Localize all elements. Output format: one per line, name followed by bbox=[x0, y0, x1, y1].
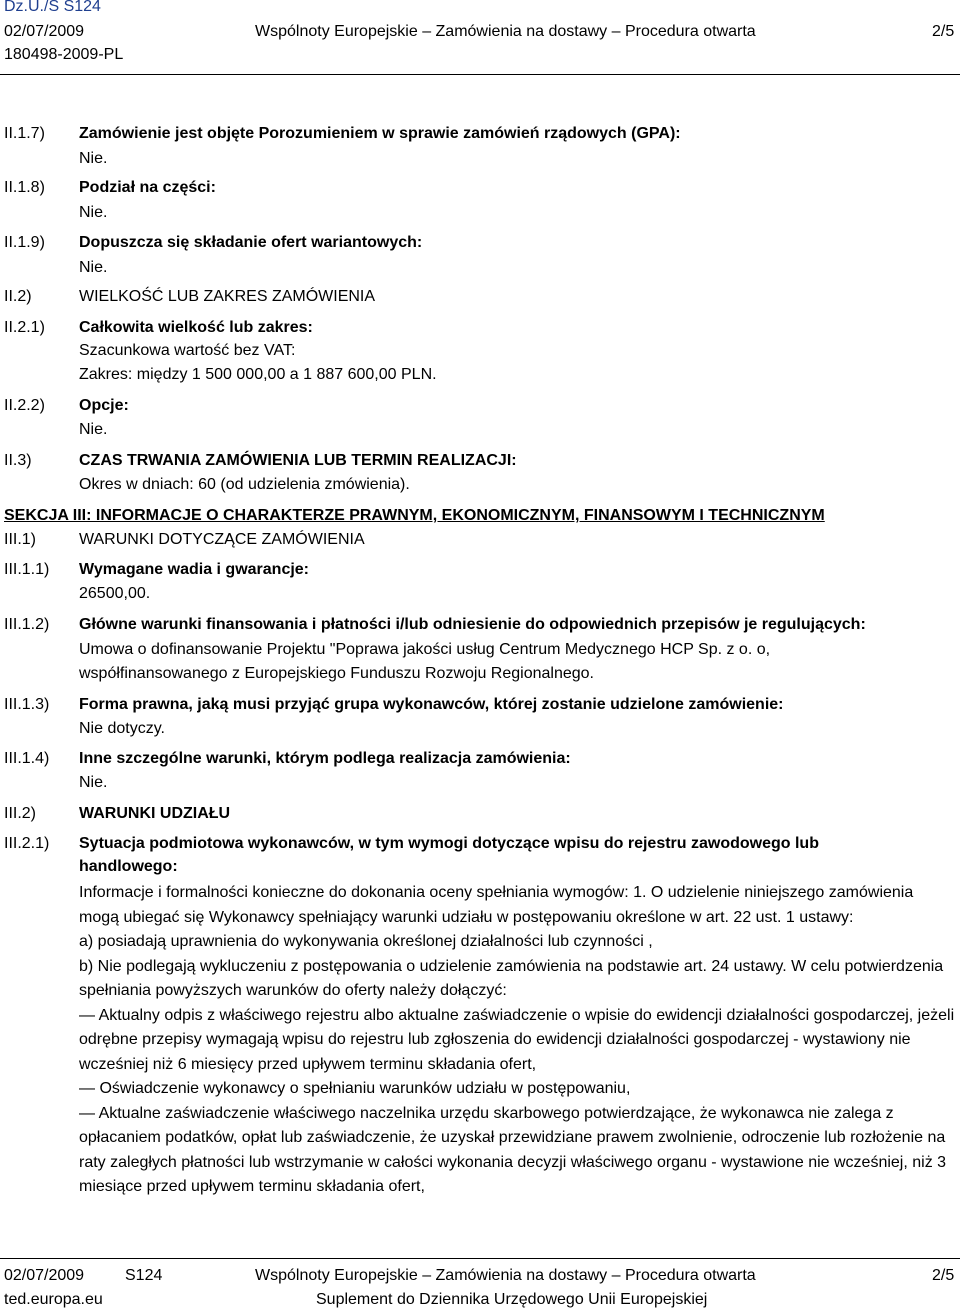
item-label: Zamówienie jest objęte Porozumieniem w sprawie zamówień rządowych (GPA): bbox=[79, 125, 681, 142]
footer-series: S124 bbox=[125, 1267, 163, 1284]
footer-supplement: Suplement do Dziennika Urzędowego Unii Europejskiej bbox=[316, 1291, 708, 1308]
item-label: Forma prawna, jaką musi przyjąć grupa wykonawców, której zostanie udzielone zamówienie: bbox=[79, 696, 784, 713]
item-label: Podział na części: bbox=[79, 179, 216, 196]
header-title: Wspólnoty Europejskie – Zamówienia na dostawy – Procedura otwarta bbox=[255, 23, 756, 40]
paragraph: — Aktualny odpis z właściwego rejestru albo aktualne zaświadczenie o wpisie do ewidencji działalności gospodarczej, jeżeli odrębne przepisy wymagają wpisu do rejestru lub zgłoszenia do ewidencji działalności gospodarczej - wystawiony nie wcześniej niż 6 miesięcy przed upływem terminu składania ofert, bbox=[79, 1006, 955, 1073]
item-number: III.1.4) bbox=[4, 750, 50, 767]
item-label: CZAS TRWANIA ZAMÓWIENIA LUB TERMIN REALIZACJI: bbox=[79, 452, 517, 469]
item-value: Nie. bbox=[79, 259, 108, 276]
item-number: III.2) bbox=[4, 805, 37, 822]
header-date: 02/07/2009 bbox=[4, 23, 85, 40]
item-number: III.1.2) bbox=[4, 616, 50, 633]
paragraph: Informacje i formalności konieczne do dokonania oceny spełniania wymogów: 1. O udzielenie niniejszego zamówienia mogą ubiegać się Wykonawcy spełniający warunki udziału w postępowaniu określone w art. 22 ust. 1 ustawy: bbox=[79, 884, 914, 926]
paragraph: a) posiadają uprawnienia do wykonywania określonej działalności lub czynności , bbox=[79, 933, 653, 950]
paragraph: — Aktualne zaświadczenie właściwego naczelnika urzędu skarbowego potwierdzające, że wykonawca nie zalega z opłacaniem podatków, opłat lub zaświadczenie, że uzyskał przewidziane prawem zwolnienie, odroczenie lub rozłożenie na raty zaległych płatności lub wstrzymanie w całości wykonania decyzji właściwego organu - wystawione nie wcześniej, niż 3 miesiące przed upływem terminu składania ofert, bbox=[79, 1104, 947, 1195]
item-value: Nie dotyczy. bbox=[79, 720, 165, 737]
item-heading: WIELKOŚĆ LUB ZAKRES ZAMÓWIENIA bbox=[79, 288, 376, 305]
item-label: Całkowita wielkość lub zakres: bbox=[79, 319, 313, 336]
item-number: III.1.1) bbox=[4, 561, 50, 578]
item-label: Opcje: bbox=[79, 397, 129, 414]
item-label: Główne warunki finansowania i płatności i/lub odniesienie do odpowiednich przepisów je regulujących: bbox=[79, 616, 866, 633]
item-value: Nie. bbox=[79, 774, 108, 791]
item-number: II.1.8) bbox=[4, 179, 45, 196]
item-value: Nie. bbox=[79, 421, 108, 438]
item-heading: WARUNKI UDZIAŁU bbox=[79, 805, 231, 822]
item-body bbox=[79, 881, 957, 1200]
item-number: III.1.3) bbox=[4, 696, 50, 713]
section-heading: SEKCJA III: INFORMACJE O CHARAKTERZE PRAWNYM, EKONOMICZNYM, FINANSOWYM I TECHNICZNYM bbox=[4, 507, 825, 524]
item-text: Umowa o dofinansowanie Projektu "Poprawa jakości usług Centrum Medycznego HCP Sp. z o. o, bbox=[79, 641, 771, 658]
item-number: II.3) bbox=[4, 452, 32, 469]
item-label: Wymagane wadia i gwarancje: bbox=[79, 561, 310, 578]
header-page: 2/5 bbox=[932, 23, 955, 40]
item-heading: WARUNKI DOTYCZĄCE ZAMÓWIENIA bbox=[79, 531, 365, 548]
item-number: II.2) bbox=[4, 288, 32, 305]
item-label: Sytuacja podmiotowa wykonawców, w tym wymogi dotyczące wpisu do rejestru zawodowego lub handlowego: bbox=[79, 835, 819, 875]
item-number: II.1.7) bbox=[4, 125, 45, 142]
item-value: Nie. bbox=[79, 204, 108, 221]
item-text: Szacunkowa wartość bez VAT: bbox=[79, 342, 296, 359]
item-text: Zakres: między 1 500 000,00 a 1 887 600,00 PLN. bbox=[79, 366, 437, 383]
paragraph: — Oświadczenie wykonawcy o spełnianiu warunków udziału w postępowaniu, bbox=[79, 1080, 631, 1097]
item-number: II.1.9) bbox=[4, 234, 45, 251]
footer-page: 2/5 bbox=[932, 1267, 955, 1284]
item-number: II.2.2) bbox=[4, 397, 45, 414]
item-value: 26500,00. bbox=[79, 585, 151, 602]
footer-date: 02/07/2009 bbox=[4, 1267, 85, 1284]
item-value: Okres w dniach: 60 (od udzielenia zmówienia). bbox=[79, 476, 410, 493]
item-number: II.2.1) bbox=[4, 319, 45, 336]
footer-rule bbox=[0, 1258, 960, 1259]
footer-title: Wspólnoty Europejskie – Zamówienia na dostawy – Procedura otwarta bbox=[255, 1267, 756, 1284]
item-number: III.2.1) bbox=[4, 835, 50, 852]
paragraph: b) Nie podlegają wykluczeniu z postępowania o udzielenie zamówienia na podstawie art. 24 ustawy. W celu potwierdzenia spełniania powyższych warunków do oferty należy dołączyć: bbox=[79, 957, 944, 999]
item-text: współfinansowanego z Europejskiego Funduszu Rozwoju Regionalnego. bbox=[79, 665, 594, 682]
item-number: III.1) bbox=[4, 531, 37, 548]
header-rule bbox=[0, 74, 960, 75]
notice-id: 180498-2009-PL bbox=[4, 46, 124, 63]
item-label: Inne szczególne warunki, którym podlega realizacja zamówienia: bbox=[79, 750, 571, 767]
footer-site: ted.europa.eu bbox=[4, 1291, 103, 1308]
doc-reference: Dz.U./S S124 bbox=[4, 0, 101, 15]
item-label: Dopuszcza się składanie ofert wariantowych: bbox=[79, 234, 423, 251]
item-value: Nie. bbox=[79, 150, 108, 167]
